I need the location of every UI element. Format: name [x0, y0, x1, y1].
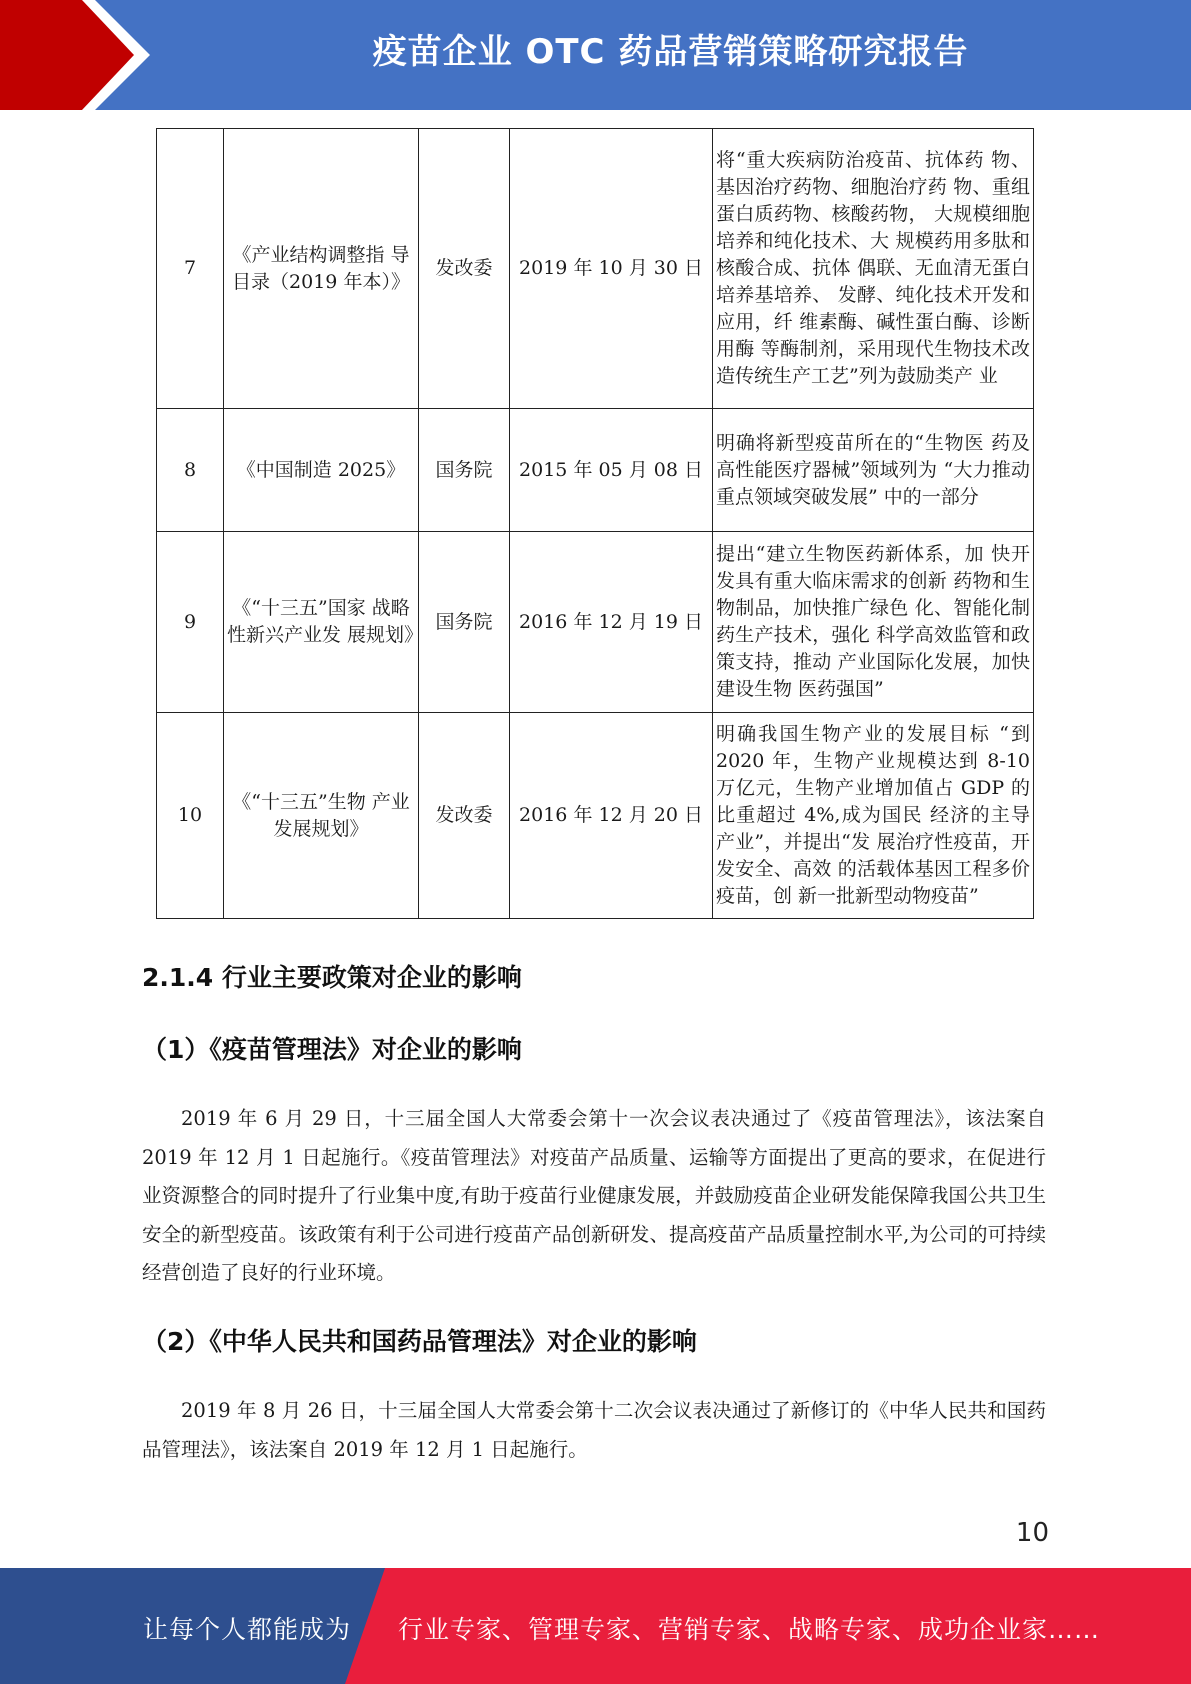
footer-banner	[0, 1568, 1191, 1684]
policy-description: 提出“建立生物医药新体系，加 快开发具有重大临床需求的创新 药物和生物制品，加快推广绿色 化、智能化制药生产技术，强化 科学高效监管和政策支持，推动 产业国际化发展，加快建设生物 医药强国”	[713, 532, 1034, 713]
issue-date: 2015 年 05 月 08 日	[510, 409, 713, 532]
table-row	[157, 713, 1034, 919]
subsection-heading-vaccine-law: （1）《疫苗管理法》对企业的影响	[142, 1035, 522, 1064]
issue-date: 2016 年 12 月 19 日	[510, 532, 713, 713]
table-row	[157, 409, 1034, 532]
table-row	[157, 129, 1034, 409]
paragraph-drug-law: 2019 年 8 月 26 日，十三届全国人大常委会第十二次会议表决通过了新修订的《中华人民共和国药品管理法》，该法案自 2019 年 12 月 1 日起施行。	[142, 1399, 1046, 1461]
paragraph-vaccine-law: 2019 年 6 月 29 日，十三届全国人大常委会第十一次会议表决通过了《疫苗管理法》，该法案自 2019 年 12 月 1 日起施行。《疫苗管理法》对疫苗产品质量、运输等方面提出了更高的要求，在促进行业资源整合的同时提升了行业集中度,有助于疫苗行业健康发展，并鼓励疫苗企业研发能保障我国公共卫生安全的新型疫苗。该政策有利于公司进行疫苗产品创新研发、提高疫苗产品质量控制水平,为公司的可持续经营创造了良好的行业环境。	[142, 1107, 1046, 1284]
footer-slogan-right: 行业专家、管理专家、营销专家、战略专家、成功企业家……	[398, 1615, 1101, 1644]
issuing-department: 国务院	[419, 532, 510, 713]
policy-description: 明确我国生物产业的发展目标 “到 2020 年，生物产业规模达到 8-10 万亿元，生物产业增加值占 GDP 的比重超过 4%,成为国民 经济的主导产业”，并提出“发 展治疗性疫苗，开发安全、高效 的活载体基因工程多价疫苗，创 新一批新型动物疫苗”	[713, 713, 1034, 919]
issuing-department: 发改委	[419, 129, 510, 409]
section-heading: 2.1.4 行业主要政策对企业的影响	[142, 963, 522, 992]
policy-name: 《“十三五”国家 战略性新兴产业发 展规划》	[224, 532, 419, 713]
row-number: 10	[157, 713, 224, 919]
table-row	[157, 532, 1034, 713]
policy-description: 明确将新型疫苗所在的“生物医 药及高性能医疗器械”领域列为 “大力推动重点领域突破发展” 中的一部分	[713, 409, 1034, 532]
issue-date: 2016 年 12 月 20 日	[510, 713, 713, 919]
policy-name: 《产业结构调整指 导目录（2019 年本）》	[224, 129, 419, 409]
header-arrow-decoration	[0, 0, 150, 110]
footer-slogan-left: 让每个人都能成为	[143, 1615, 352, 1644]
row-number: 8	[157, 409, 224, 532]
policy-name: 《“十三五”生物 产业发展规划》	[224, 713, 419, 919]
row-number: 9	[157, 532, 224, 713]
subsection-heading-drug-law: （2）《中华人民共和国药品管理法》对企业的影响	[142, 1327, 697, 1356]
issue-date: 2019 年 10 月 30 日	[510, 129, 713, 409]
issuing-department: 国务院	[419, 409, 510, 532]
policy-table	[156, 128, 1034, 919]
page-title: 疫苗企业 OTC 药品营销策略研究报告	[372, 32, 969, 72]
row-number: 7	[157, 129, 224, 409]
policy-name: 《中国制造 2025》	[224, 409, 419, 532]
issuing-department: 发改委	[419, 713, 510, 919]
page-number: 10	[1015, 1518, 1049, 1548]
policy-description: 将“重大疾病防治疫苗、抗体药 物、基因治疗药物、细胞治疗药 物、重组蛋白质药物、核酸药物， 大规模细胞培养和纯化技术、大 规模药用多肽和核酸合成、抗体 偶联、无血清无蛋白培养基培养、 发酵、纯化技术开发和应用，纤 维素酶、碱性蛋白酶、诊断用酶 等酶制剂，采用现代生物技术改 造传统生产工艺”列为鼓励类产 业	[713, 129, 1034, 409]
